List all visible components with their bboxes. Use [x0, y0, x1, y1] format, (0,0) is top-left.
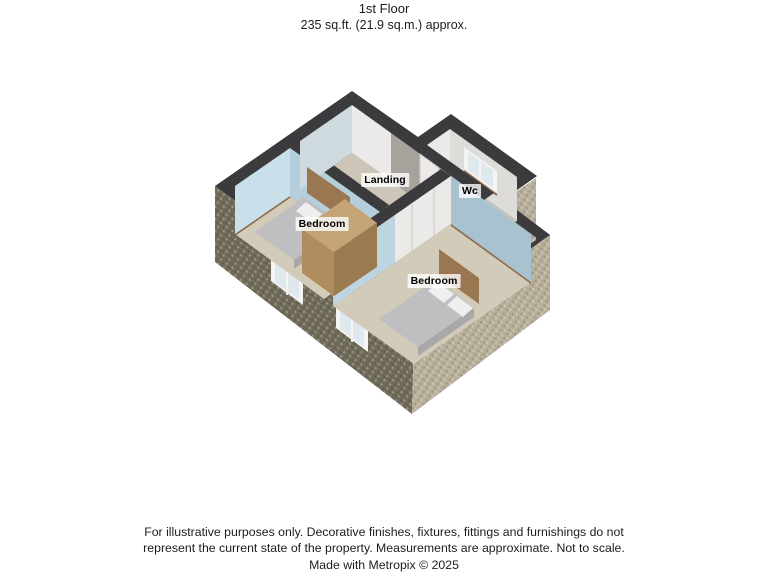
- disclaimer-line-1: For illustrative purposes only. Decorative finishes, fixtures, fittings and furnishings do not: [144, 524, 624, 539]
- disclaimer-line-2: represent the current state of the property. Measurements are approximate. Not to scale.: [143, 541, 625, 555]
- room-label-bedroom-right: Bedroom: [408, 274, 461, 288]
- page-title: 1st Floor: [358, 1, 410, 16]
- footer: [0, 524, 768, 574]
- credit-line: Made with Metropix © 2025: [309, 557, 459, 572]
- room-label-wc: Wc: [459, 184, 481, 198]
- page-subtitle: 235 sq.ft. (21.9 sq.m.) approx.: [300, 18, 468, 32]
- room-label-bedroom-left: Bedroom: [296, 217, 349, 231]
- room-label-landing: Landing: [361, 173, 409, 187]
